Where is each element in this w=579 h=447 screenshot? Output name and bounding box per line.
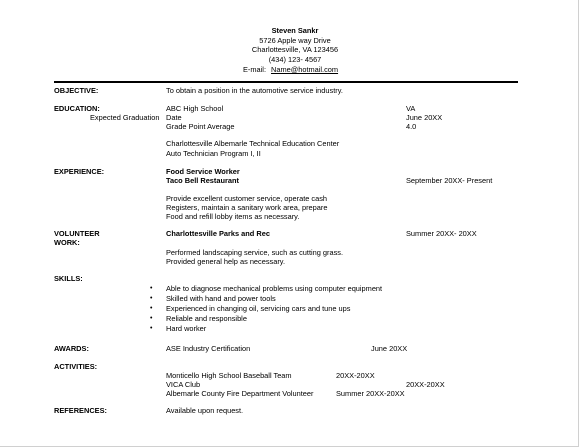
candidate-name: Steven Sankr bbox=[271, 26, 319, 35]
phone-number: (434) 123- 4567 bbox=[268, 55, 322, 64]
email-label: E-mail: bbox=[243, 65, 266, 74]
skill-item: Reliable and responsible bbox=[166, 314, 247, 323]
gpa-value: 4.0 bbox=[406, 122, 417, 131]
activity-name: Monticello High School Baseball Team bbox=[166, 371, 292, 380]
education-program: Auto Technician Program I, II bbox=[166, 149, 261, 158]
skills-heading: SKILLS: bbox=[54, 274, 83, 283]
education-center: Charlottesville Albemarle Technical Education Center bbox=[166, 139, 340, 148]
experience-duty: Provide excellent customer service, operate cash bbox=[166, 194, 328, 203]
expected-graduation-label: Expected Graduation bbox=[90, 113, 160, 122]
education-state: VA bbox=[406, 104, 416, 113]
skill-item: Able to diagnose mechanical problems using computer equipment bbox=[166, 284, 383, 293]
bullet-icon: • bbox=[150, 285, 153, 292]
experience-heading: EXPERIENCE: bbox=[54, 167, 105, 176]
bullet-icon: • bbox=[150, 305, 153, 312]
volunteer-duty: Performed landscaping service, such as cutting grass. bbox=[166, 248, 344, 257]
objective-text: To obtain a position in the automotive service industry. bbox=[166, 86, 343, 95]
skill-item: Hard worker bbox=[166, 324, 207, 333]
education-heading: EDUCATION: bbox=[54, 104, 100, 113]
skill-item: Skilled with hand and power tools bbox=[166, 294, 276, 303]
activity-date: Summer 20XX-20XX bbox=[336, 389, 405, 398]
gpa-label: Grade Point Average bbox=[166, 122, 235, 131]
activity-name: Albemarle County Fire Department Volunteer bbox=[166, 389, 314, 398]
award-date: June 20XX bbox=[371, 344, 408, 353]
bullet-icon: • bbox=[150, 315, 153, 322]
address-line-2: Charlottesville, VA 123456 bbox=[251, 45, 339, 54]
volunteer-heading-line2: WORK: bbox=[54, 238, 80, 247]
volunteer-org: Charlottesville Parks and Rec bbox=[166, 229, 270, 238]
graduation-date-label: Date bbox=[166, 113, 182, 122]
activity-date: 20XX-20XX bbox=[336, 371, 375, 380]
job-title: Food Service Worker bbox=[166, 167, 240, 176]
employment-dates: September 20XX- Present bbox=[406, 176, 493, 185]
volunteer-dates: Summer 20XX- 20XX bbox=[406, 229, 477, 238]
graduation-date-value: June 20XX bbox=[406, 113, 443, 122]
education-school: ABC High School bbox=[166, 104, 224, 113]
references-text: Available upon request. bbox=[166, 406, 244, 415]
activities-heading: ACTIVITIES: bbox=[54, 362, 98, 371]
employer-name: Taco Bell Restaurant bbox=[166, 176, 239, 185]
bullet-icon: • bbox=[150, 295, 153, 302]
objective-heading: OBJECTIVE: bbox=[54, 86, 99, 95]
experience-duty: Food and refill lobby items as necessary. bbox=[166, 212, 300, 221]
volunteer-heading-line1: VOLUNTEER bbox=[54, 229, 100, 238]
awards-heading: AWARDS: bbox=[54, 344, 89, 353]
address-line-1: 5726 Apple way Drive bbox=[259, 36, 331, 45]
references-heading: REFERENCES: bbox=[54, 406, 107, 415]
bullet-icon: • bbox=[150, 325, 153, 332]
activity-name: VICA Club bbox=[166, 380, 201, 389]
award-name: ASE Industry Certification bbox=[166, 344, 251, 353]
volunteer-duty: Provided general help as necessary. bbox=[166, 257, 286, 266]
header-divider bbox=[54, 81, 518, 83]
skill-item: Experienced in changing oil, servicing cars and tune ups bbox=[166, 304, 351, 313]
activity-date: 20XX-20XX bbox=[406, 380, 445, 389]
experience-duty: Registers, maintain a sanitary work area, prepare bbox=[166, 203, 328, 212]
email-link[interactable]: Name@hotmail.com bbox=[271, 65, 339, 74]
